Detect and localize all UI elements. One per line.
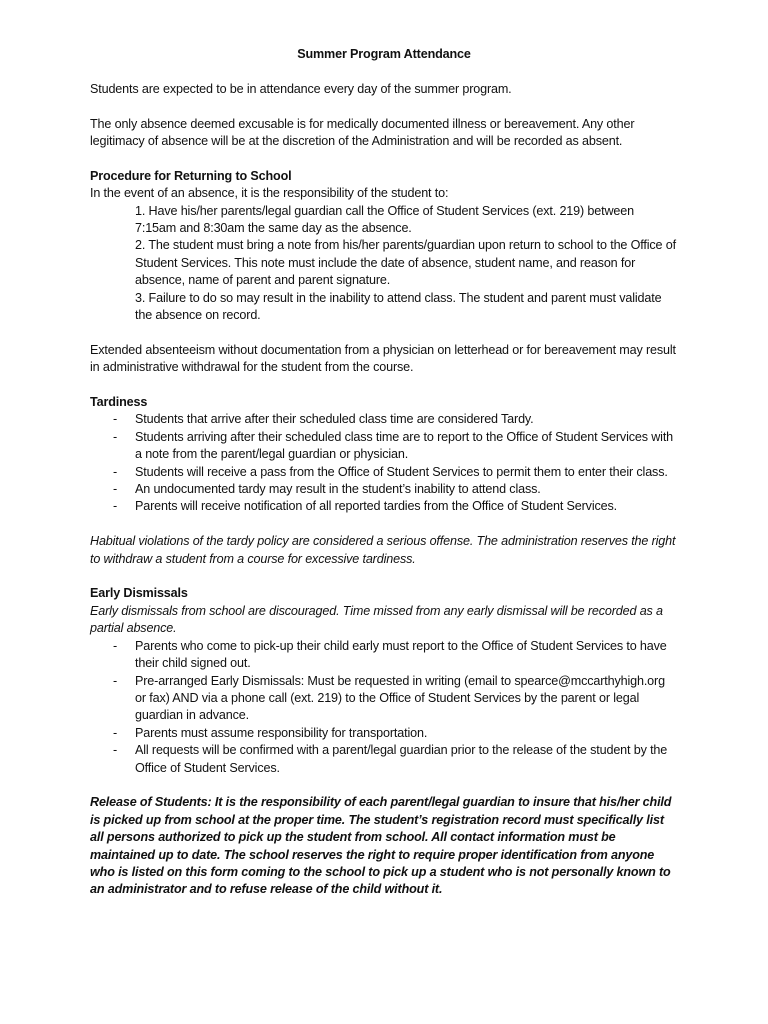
list-item: - Parents who come to pick-up their child early must report to the Office of Student Services to have their child signed out. (113, 638, 667, 671)
tardiness-note: Habitual violations of the tardy policy are considered a serious offense. The administration reserves the right to withdraw a student from a course for excessive tardiness. (90, 534, 676, 566)
list-item: - Students will receive a pass from the Office of Student Services to permit them to enter their class. (113, 464, 668, 479)
list-item: - Parents will receive notification of all reported tardies from the Office of Student Services. (113, 499, 617, 514)
release-of-students-paragraph: Release of Students: It is the responsibility of each parent/legal guardian to insure that his/her child is picked up from school at the proper time. The student’s registration record must specifically list all persons authorized to pick up the student from school. All contact information must be maintained up to date. The school reserves the right to require proper identification from anyone who is listed on this form coming to the school to pick up a student who is not personally known to an administrator and to refuse release of the child without it. (90, 795, 672, 897)
procedure-steps (90, 203, 678, 325)
list-item: - Students arriving after their scheduled class time are to report to the Office of Student Services with a note from the parent/legal guardian or physician. (113, 429, 674, 462)
intro-paragraph-2: The only absence deemed excusable is for medically documented illness or bereavement. Any other legitimacy of absence will be at the discretion of the Administration and will be recorded as absent. (90, 116, 635, 148)
list-item: - All requests will be confirmed with a parent/legal guardian prior to the release of the student by the Office of Student Services. (113, 743, 668, 775)
list-item: - Parents must assume responsibility for transportation. (113, 725, 428, 740)
early-dismissals-heading: Early Dismissals (90, 586, 188, 601)
extended-absence-paragraph: Extended absenteeism without documentation from a physician on letterhead or for bereavement may result in administrative withdrawal for the student from the course. (90, 342, 676, 375)
list-item: - Students that arrive after their scheduled class time are considered Tardy. (113, 412, 534, 427)
procedure-step-2: 2. The student must bring a note from his/her parents/guardian upon return to school to the Office of Student Services. This note must include the date of absence, student name, and reason for absence, name of parent and parent signature. (135, 238, 676, 288)
list-item: - Pre-arranged Early Dismissals: Must be requested in writing (email to spearce@mccarthyhigh.org or fax) AND via a phone call (ext. 219) to the Office of Student Services by the parent or legal guardian in advance. (113, 673, 665, 723)
procedure-step-1: 1. Have his/her parents/legal guardian call the Office of Student Services (ext. 219) between 7:15am and 8:30am the same day as the absence. (135, 203, 634, 236)
procedure-heading: Procedure for Returning to School (90, 168, 292, 183)
tardiness-list (90, 411, 678, 515)
list-item: - An undocumented tardy may result in the student’s inability to attend class. (113, 482, 541, 497)
procedure-lead: In the event of an absence, it is the responsibility of the student to: (90, 186, 449, 201)
early-dismissals-list (90, 638, 678, 777)
procedure-step-3: 3. Failure to do so may result in the inability to attend class. The student and parent must validate the absence on record. (135, 290, 662, 323)
early-dismissals-lead: Early dismissals from school are discouraged. Time missed from any early dismissal will be recorded as a partial absence. (90, 603, 663, 636)
document-title: Summer Program Attendance (297, 47, 471, 61)
document-body (90, 46, 678, 899)
intro-paragraph-1: Students are expected to be in attendance every day of the summer program. (90, 81, 512, 96)
tardiness-heading: Tardiness (90, 395, 148, 410)
spacer (90, 324, 678, 341)
